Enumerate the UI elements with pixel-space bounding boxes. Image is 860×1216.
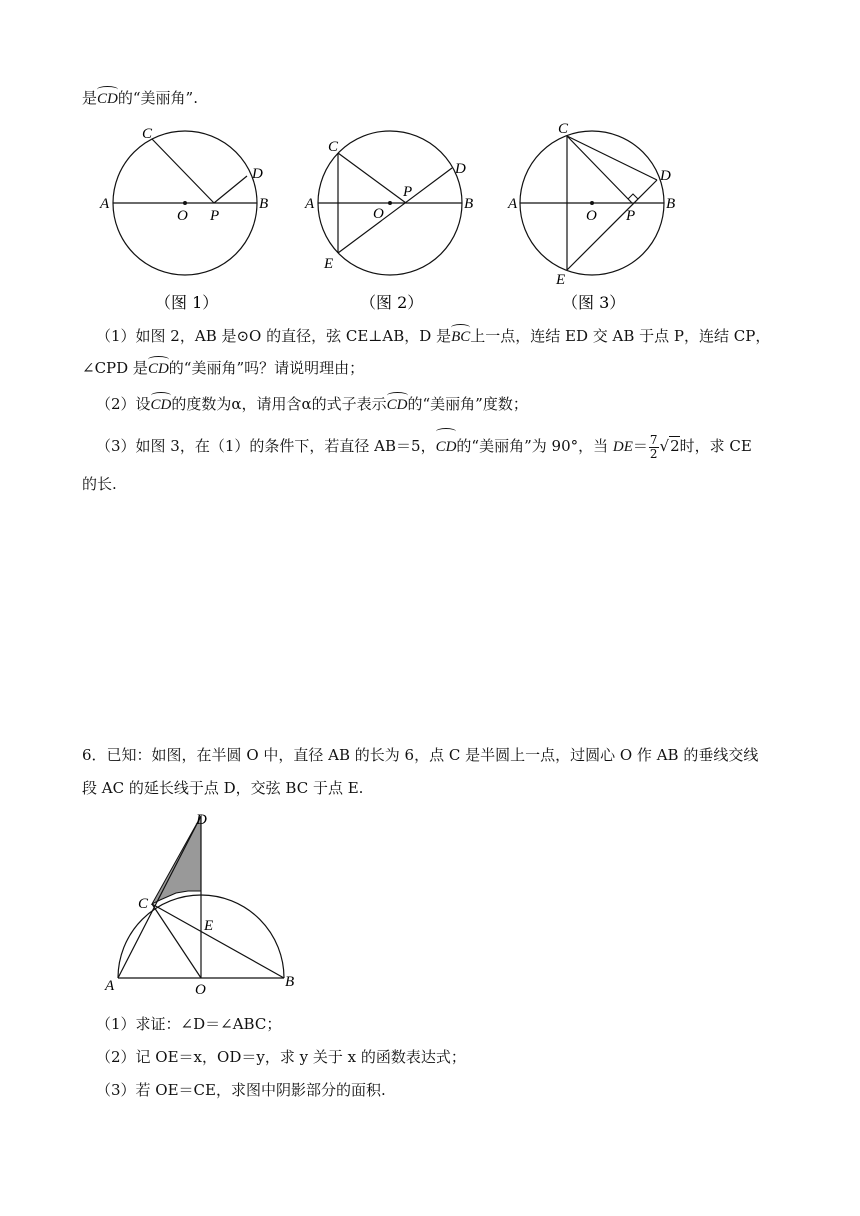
fig3-caption: （图 3） [562,293,626,312]
arc-cd: CD [150,397,172,413]
q6-segment-co [152,904,201,978]
arc-cd: CD [386,397,408,413]
q5-part1-line2 [82,358,364,379]
q6-label-a: A [105,978,115,994]
fig2-segment-cp [338,153,406,203]
fig3-label-p: P [626,208,636,224]
fraction-denominator: 2 [649,446,658,461]
q6-item-3 [96,1080,386,1100]
fig1-segment-pd [214,176,247,203]
fig2-caption: （图 2） [360,293,424,312]
fig2-label-d: D [455,161,466,177]
q5-part3-text-c: 时，求 CE [679,437,752,455]
intro-line [82,88,198,109]
fraction-seven-halves [649,434,659,461]
q5-part1-text-c: ∠CPD 是 [82,359,148,377]
fig1-label-d: D [252,166,263,182]
q5-part2-text-b: 的度数为α，请用含α的式子表示 [171,395,387,413]
arc-cd: CD [436,431,457,463]
q6-text-2: 段 AC 的延长线于点 D，交弦 BC 于点 E. [82,779,364,797]
fig3-label-o: O [586,208,597,224]
fig1-label-c: C [142,126,153,142]
q6-label-d: D [196,812,207,828]
figure-3 [500,118,700,318]
q6-label-c: C [138,896,149,912]
q6-item-2-text: （2）记 OE＝x，OD＝y，求 y 关于 x 的函数表达式； [96,1048,466,1066]
q6-statement-line1 [82,745,758,765]
q5-part1-text-a: （1）如图 2，AB 是⊙O 的直径，弦 CE⊥AB，D 是 [96,327,452,345]
q5-part2 [96,394,528,415]
q5-part1-line1 [96,326,770,347]
q6-label-o: O [195,982,206,998]
fig1-label-a: A [100,196,110,212]
intro-suffix: 的“美丽角”. [117,89,198,107]
fig3-segment-cp [567,136,632,203]
q6-segment-ad [118,816,201,978]
q5-part2-text-a: （2）设 [96,395,151,413]
fig3-label-d: D [660,168,671,184]
q5-part1-text-d: 的“美丽角”吗？请说明理由； [168,359,365,377]
q6-figure [100,808,310,998]
fig1-label-o: O [177,208,188,224]
q5-part3-line1 [96,430,752,463]
figure-2 [300,118,490,318]
fig1-center-dot [183,201,187,205]
fig1-caption: （图 1） [155,293,219,312]
fig3-label-c: C [558,121,569,137]
q6-item-3-text: （3）若 OE＝CE，求图中阴影部分的面积. [96,1081,386,1099]
fig2-segment-ed [338,168,452,253]
sqrt-two: √2 [659,437,680,455]
q5-part3-text-d: 的长. [82,475,117,493]
q5-part1-text-b: 上一点，连结 ED 交 AB 于点 P，连结 CP， [470,327,771,345]
math-equals: ＝ [632,437,648,455]
fig3-segment-ed [567,180,657,270]
intro-prefix: 是 [82,89,98,107]
q6-text-1: 6．已知：如图，在半圆 O 中，直径 AB 的长为 6，点 C 是半圆上一点，过圆心 O 作 AB 的垂线交线 [82,746,759,764]
arc-cd: CD [147,361,169,377]
arc-bc: BC [451,329,471,345]
q6-statement-line2 [82,778,363,798]
figure-1 [95,118,285,318]
fig3-segment-cd [567,136,657,180]
q6-item-1-text: （1）求证：∠D＝∠ABC； [96,1015,282,1033]
q5-part3-text-b: 的“美丽角”为 90°，当 [456,437,613,455]
fig3-right-angle-mark [628,194,638,199]
q6-segment-cb [152,904,284,978]
fig2-label-o: O [373,206,384,222]
q6-label-b: B [285,974,295,990]
q6-item-1 [96,1014,281,1034]
fig2-label-b: B [464,196,474,212]
fig2-label-a: A [305,196,315,212]
arc-cd: CD [97,91,118,107]
q6-item-2 [96,1047,466,1067]
fig2-label-p: P [403,184,413,200]
fig2-center-dot [388,201,392,205]
fig3-label-b: B [666,196,676,212]
fig3-label-a: A [508,196,518,212]
fig2-label-e: E [324,256,334,272]
sqrt-radicand: 2 [670,437,680,455]
q5-part3-text-a: （3）如图 3，在（1）的条件下，若直径 AB＝5， [96,437,436,455]
fig3-label-e: E [556,272,566,288]
fig1-label-p: P [210,208,220,224]
q5-part3-line2 [82,474,117,494]
fig1-segment-cp [152,139,214,203]
q5-part2-text-c: 的“美丽角”度数； [407,395,528,413]
fig1-label-b: B [259,196,269,212]
fig3-center-dot [590,201,594,205]
q6-label-e: E [204,918,214,934]
fraction-numerator: 7 [649,432,658,447]
math-de: DE [612,439,633,455]
fig2-label-c: C [328,139,339,155]
